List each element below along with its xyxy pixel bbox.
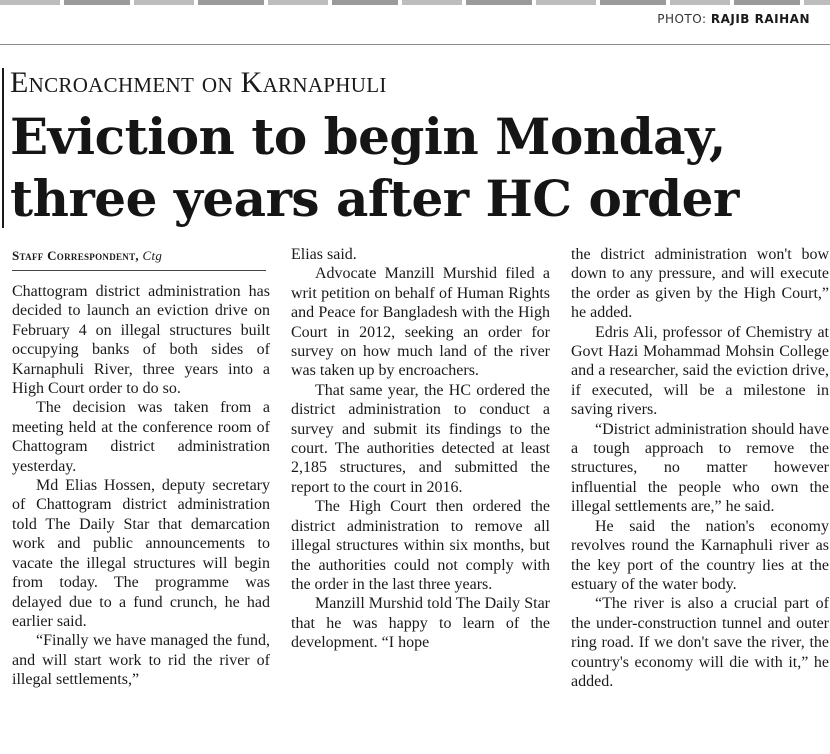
photo-bottom-edge xyxy=(0,0,830,5)
paragraph: He said the nation's economy revolves round the Karnaphuli river as the key port of the country lies at the estuary of the water body. xyxy=(571,517,829,593)
photo-credit xyxy=(657,12,810,26)
photo-credit-name: RAJIB RAIHAN xyxy=(710,12,810,26)
byline-place: Ctg xyxy=(142,248,163,263)
article-column-3 xyxy=(571,245,829,691)
paragraph: The High Court then ordered the district administration to remove all illegal structures within six months, but the authorities could not comply with the order in the last three years. xyxy=(291,498,550,593)
paragraph: The decision was taken from a meeting held at the conference room of Chattogram district administration yesterday. xyxy=(12,399,270,475)
kicker: Encroachment on Karnaphuli xyxy=(10,66,387,99)
byline-author: Staff Correspondent, xyxy=(12,248,139,263)
photo-credit-label: PHOTO: xyxy=(657,12,707,26)
paragraph: That same year, the HC ordered the district administration to conduct a survey and submit its findings to the court. The authorities detected at least 2,185 structures, and submitted the report to the court in 2016. xyxy=(291,381,550,496)
paragraph: “Finally we have managed the fund, and will start work to rid the river of illegal settlements,” xyxy=(12,632,270,689)
paragraph: Advocate Manzill Murshid filed a writ petition on behalf of Human Rights and Peace for Bangladesh with the High Court in 2012, seeking an order for survey on how much land of the river was taken up by encroachers. xyxy=(291,265,550,380)
article-column-1 xyxy=(12,282,270,690)
byline xyxy=(12,248,162,264)
paragraph: the district administration won't bow down to any pressure, and will execute the order as given by the High Court,” he added. xyxy=(571,246,829,322)
article-column-2 xyxy=(291,245,550,653)
paragraph: “District administration should have a tough approach to remove the structures, no matter however influential the people who own the illegal settlements are,” he said. xyxy=(571,420,829,516)
headline-line-2: three years after HC order xyxy=(10,169,739,228)
paragraph: Manzill Murshid told The Daily Star that he was happy to learn of the development. “I hope xyxy=(291,595,550,652)
top-divider xyxy=(0,44,830,45)
headline xyxy=(10,106,825,230)
paragraph: Chattogram district administration has decided to launch an eviction drive on February 4 on illegal structures built occupying banks of both sides of Karnaphuli River, three years into a High Court order to do so. xyxy=(12,283,270,398)
paragraph: Md Elias Hossen, deputy secretary of Chattogram district administration told The Daily Star that demarcation work and public announcements to vacate the illegal structures will begin from today. The programme was delayed due to a fund crunch, he had earlier said. xyxy=(12,477,270,630)
byline-rule xyxy=(12,270,266,271)
headline-line-1: Eviction to begin Monday, xyxy=(10,107,726,166)
paragraph: “The river is also a crucial part of the under-construction tunnel and outer ring road. If we don't save the river, the country's economy will die with it,” he added. xyxy=(571,595,829,690)
paragraph: Edris Ali, professor of Chemistry at Govt Hazi Mohammad Mohsin College and a researcher, said the eviction drive, if executed, will be a milestone in saving rivers. xyxy=(571,323,829,419)
paragraph: Elias said. xyxy=(291,246,357,263)
headline-left-bar xyxy=(2,68,4,228)
